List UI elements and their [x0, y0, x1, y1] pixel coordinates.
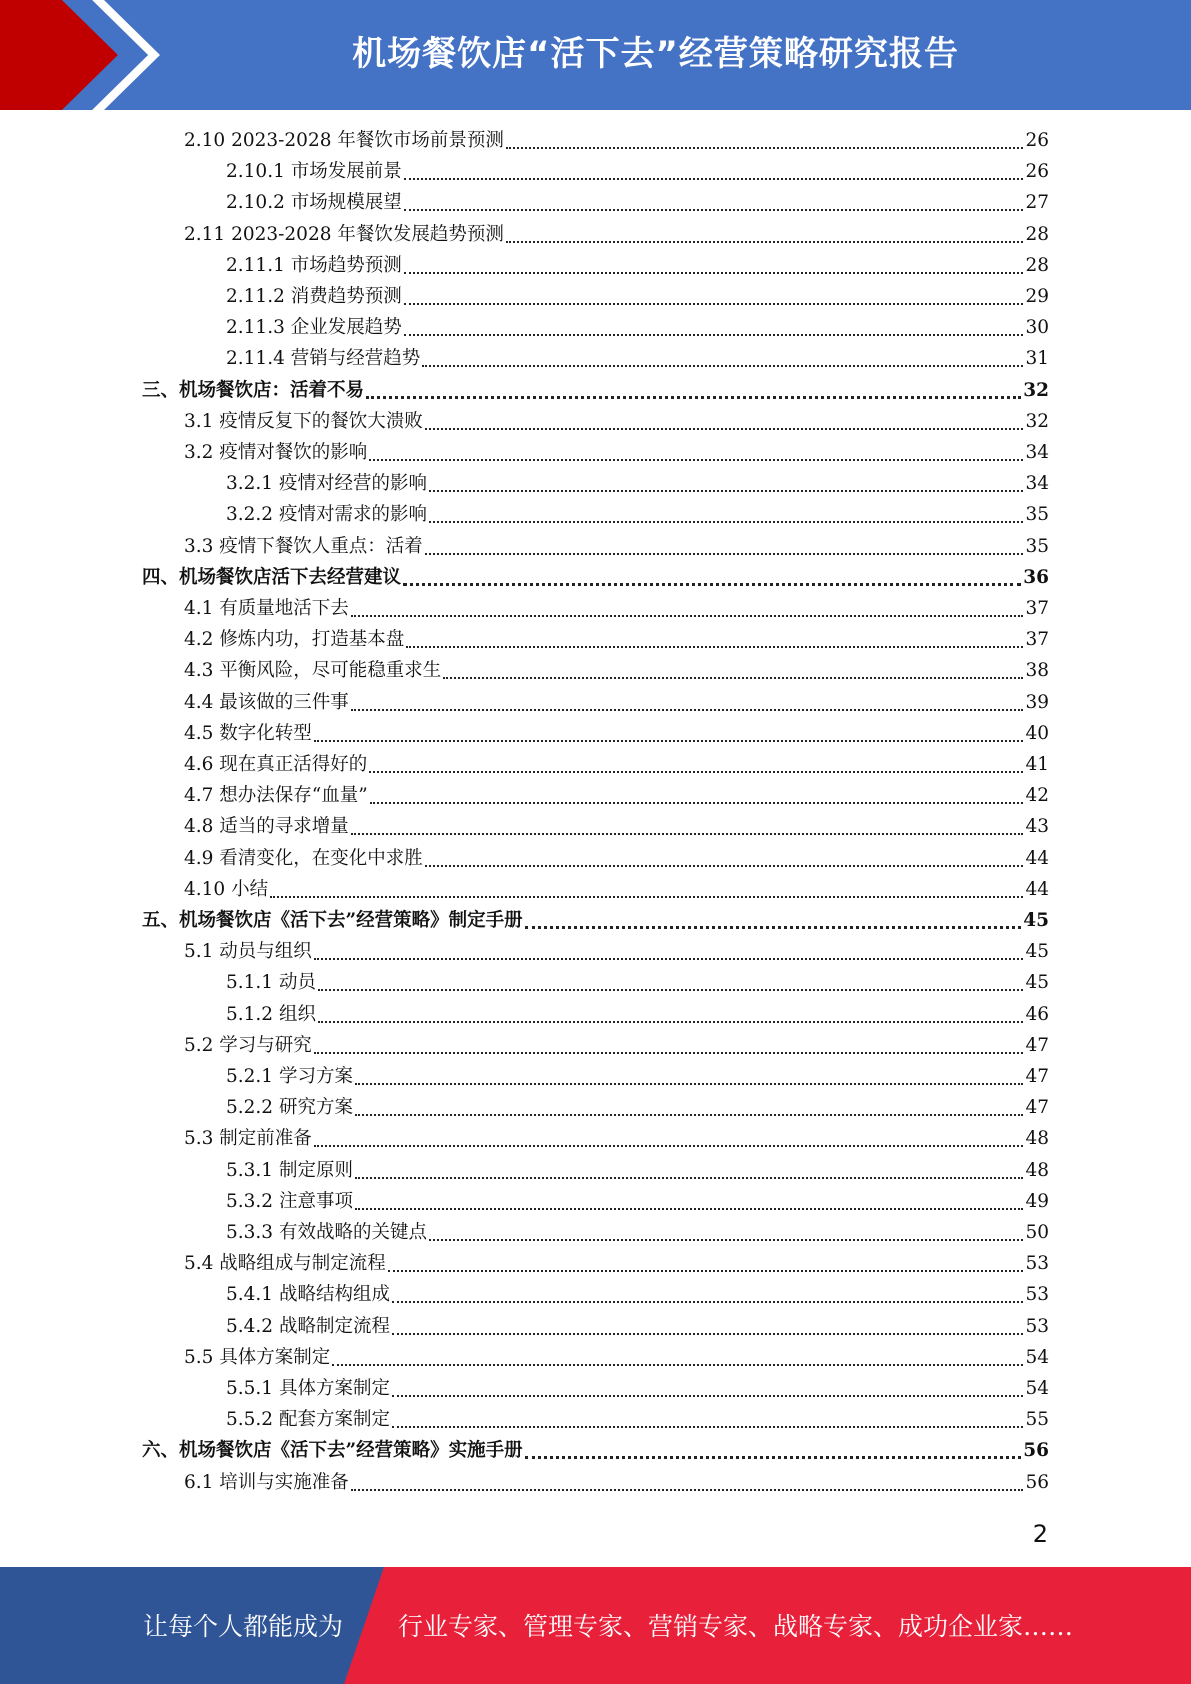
toc-dot-leader — [425, 408, 1024, 430]
toc-dot-leader — [443, 657, 1023, 679]
toc-entry-page: 47 — [1025, 1066, 1049, 1087]
toc-section-entry[interactable] — [184, 1470, 1049, 1496]
toc-section-entry[interactable] — [226, 159, 1049, 185]
toc-entry-title: 4.6 现在真正活得好的 — [184, 754, 368, 775]
toc-dot-leader — [314, 1125, 1024, 1147]
toc-entry-title: 3.2.2 疫情对需求的影响 — [226, 504, 427, 526]
toc-entry-title: 3.3 疫情下餐饮人重点：活着 — [184, 535, 423, 557]
toc-entry-page: 44 — [1025, 878, 1049, 900]
toc-entry-title: 5.5 具体方案制定 — [184, 1346, 331, 1368]
toc-section-entry[interactable] — [226, 1189, 1049, 1215]
toc-entry-title: 3.2.1 疫情对经营的影响 — [226, 473, 427, 495]
toc-entry-title: 5.1.2 组织 — [226, 1003, 316, 1025]
toc-section-entry[interactable] — [184, 783, 1049, 809]
footer-slogan-right: 行业专家、管理专家、营销专家、战略专家、成功企业家…… — [398, 1612, 1074, 1641]
toc-dot-leader — [422, 345, 1023, 367]
toc-dot-leader — [525, 1436, 1022, 1459]
page-footer — [0, 1567, 1191, 1684]
toc-entry-page: 50 — [1025, 1222, 1049, 1243]
toc-entry-title: 2.10 2023-2028 年餐饮市场前景预测 — [184, 130, 504, 151]
toc-entry-title: 5.2 学习与研究 — [184, 1034, 312, 1056]
toc-entry-page: 48 — [1025, 1159, 1049, 1181]
toc-entry-title: 5.4.2 战略制定流程 — [226, 1315, 390, 1337]
toc-entry-page: 37 — [1025, 629, 1049, 651]
toc-entry-page: 35 — [1025, 504, 1049, 526]
toc-entry-page: 45 — [1023, 910, 1049, 931]
toc-dot-leader — [369, 751, 1023, 773]
toc-section-entry[interactable] — [184, 627, 1049, 653]
toc-section-entry[interactable] — [184, 534, 1049, 560]
toc-entry-title: 4.5 数字化转型 — [184, 722, 312, 744]
toc-section-entry[interactable] — [226, 346, 1049, 372]
toc-entry-page: 32 — [1025, 410, 1049, 432]
toc-entry-page: 47 — [1025, 1097, 1049, 1119]
toc-entry-title: 6.1 培训与实施准备 — [184, 1471, 349, 1493]
toc-section-entry[interactable] — [184, 440, 1049, 466]
footer-slogan-left: 让每个人都能成为 — [143, 1612, 344, 1641]
toc-dot-leader — [388, 1250, 1024, 1272]
toc-entry-page: 28 — [1025, 223, 1049, 245]
toc-dot-leader — [506, 221, 1024, 243]
toc-entry-title: 3.2 疫情对餐饮的影响 — [184, 442, 368, 463]
toc-entry-page: 43 — [1025, 816, 1049, 838]
toc-section-entry[interactable] — [226, 1095, 1049, 1121]
toc-entry-title: 4.7 想办法保存“血量” — [184, 785, 368, 807]
toc-section-entry[interactable] — [184, 658, 1049, 684]
report-title: 机场餐饮店“活下去”经营策略研究报告 — [352, 34, 959, 74]
toc-entry-title: 4.8 适当的寻求增量 — [184, 816, 349, 838]
toc-dot-leader — [355, 1157, 1024, 1179]
toc-entry-title: 5.2.1 学习方案 — [226, 1066, 353, 1087]
toc-dot-leader — [506, 127, 1024, 149]
toc-entry-page: 34 — [1025, 442, 1049, 463]
toc-entry-page: 44 — [1025, 847, 1049, 869]
toc-dot-leader — [404, 158, 1024, 180]
toc-section-entry[interactable] — [226, 1407, 1049, 1433]
toc-entry-page: 34 — [1025, 473, 1049, 495]
toc-dot-leader — [404, 252, 1024, 274]
toc-entry-page: 40 — [1025, 722, 1049, 744]
toc-entry-page: 46 — [1025, 1003, 1049, 1025]
toc-entry-title: 4.2 修炼内功，打造基本盘 — [184, 629, 405, 651]
toc-entry-title: 2.11.2 消费趋势预测 — [226, 286, 402, 307]
toc-section-entry[interactable] — [226, 1158, 1049, 1184]
toc-entry-page: 26 — [1025, 130, 1049, 151]
toc-entry-page: 37 — [1025, 598, 1049, 619]
toc-section-entry[interactable] — [184, 1126, 1049, 1152]
toc-dot-leader — [270, 876, 1023, 898]
toc-dot-leader — [525, 906, 1022, 929]
toc-dot-leader — [425, 533, 1024, 555]
toc-section-entry[interactable] — [226, 502, 1049, 528]
toc-entry-page: 36 — [1023, 566, 1049, 588]
toc-dot-leader — [425, 845, 1024, 867]
toc-entry-title: 六、机场餐饮店《活下去”经营策略》实施手册 — [142, 1440, 523, 1462]
toc-entry-title: 五、机场餐饮店《活下去”经营策略》制定手册 — [142, 910, 523, 931]
toc-dot-leader — [351, 595, 1024, 617]
toc-section-entry[interactable] — [226, 253, 1049, 279]
toc-chapter-entry[interactable] — [142, 378, 1049, 404]
toc-entry-title: 2.11.1 市场趋势预测 — [226, 254, 402, 276]
toc-section-entry[interactable] — [184, 1033, 1049, 1059]
toc-section-entry[interactable] — [226, 1314, 1049, 1340]
toc-section-entry[interactable] — [226, 970, 1049, 996]
toc-section-entry[interactable] — [184, 814, 1049, 840]
toc-entry-page: 48 — [1025, 1128, 1049, 1150]
toc-section-entry[interactable] — [184, 939, 1049, 965]
toc-entry-page: 56 — [1025, 1471, 1049, 1493]
toc-entry-page: 38 — [1025, 660, 1049, 682]
toc-entry-page: 54 — [1025, 1346, 1049, 1368]
toc-entry-title: 3.1 疫情反复下的餐饮大溃败 — [184, 410, 423, 432]
toc-entry-page: 56 — [1023, 1440, 1049, 1462]
toc-entry-page: 26 — [1025, 161, 1049, 183]
toc-section-entry[interactable] — [184, 1345, 1049, 1371]
toc-entry-title: 2.11.3 企业发展趋势 — [226, 317, 402, 339]
toc-dot-leader — [355, 1188, 1024, 1210]
toc-dot-leader — [355, 1063, 1024, 1085]
toc-entry-title: 5.4.1 战略结构组成 — [226, 1284, 390, 1306]
toc-dot-leader — [406, 626, 1023, 648]
toc-dot-leader — [351, 1469, 1024, 1491]
toc-entry-title: 三、机场餐饮店：活着不易 — [142, 379, 365, 401]
toc-dot-leader — [355, 1094, 1024, 1116]
toc-dot-leader — [332, 1344, 1023, 1366]
toc-section-entry[interactable] — [226, 1064, 1049, 1090]
toc-entry-page: 53 — [1025, 1284, 1049, 1306]
toc-dot-leader — [369, 439, 1023, 461]
toc-dot-leader — [403, 563, 1021, 586]
toc-entry-page: 47 — [1025, 1034, 1049, 1056]
toc-section-entry[interactable] — [184, 409, 1049, 435]
toc-section-entry[interactable] — [226, 315, 1049, 341]
toc-dot-leader — [392, 1281, 1023, 1303]
toc-dot-leader — [318, 969, 1024, 991]
toc-entry-page: 32 — [1023, 379, 1049, 401]
toc-dot-leader — [429, 501, 1023, 523]
toc-entry-page: 27 — [1025, 192, 1049, 214]
toc-section-entry[interactable] — [184, 222, 1049, 248]
toc-entry-title: 4.4 最该做的三件事 — [184, 691, 349, 713]
toc-section-entry[interactable] — [184, 128, 1049, 154]
toc-section-entry[interactable] — [226, 284, 1049, 310]
toc-dot-leader — [429, 470, 1023, 492]
toc-section-entry[interactable] — [226, 471, 1049, 497]
toc-section-entry[interactable] — [226, 1376, 1049, 1402]
toc-entry-title: 5.1 动员与组织 — [184, 941, 312, 963]
toc-section-entry[interactable] — [184, 752, 1049, 778]
toc-entry-title: 5.5.2 配套方案制定 — [226, 1409, 390, 1431]
toc-entry-page: 41 — [1025, 754, 1049, 775]
toc-entry-title: 5.1.1 动员 — [226, 972, 316, 994]
toc-entry-page: 54 — [1025, 1378, 1049, 1399]
toc-entry-title: 5.3.3 有效战略的关键点 — [226, 1222, 427, 1243]
toc-entry-title: 4.3 平衡风险，尽可能稳重求生 — [184, 660, 442, 682]
toc-dot-leader — [429, 1219, 1023, 1241]
toc-section-entry[interactable] — [184, 721, 1049, 747]
toc-dot-leader — [314, 720, 1024, 742]
toc-dot-leader — [351, 689, 1024, 711]
toc-entry-title: 2.11 2023-2028 年餐饮发展趋势预测 — [184, 223, 504, 245]
toc-dot-leader — [314, 938, 1024, 960]
toc-entry-title: 四、机场餐饮店活下去经营建议 — [142, 566, 402, 588]
toc-entry-title: 4.10 小结 — [184, 878, 269, 900]
toc-entry-title: 2.10.2 市场规模展望 — [226, 192, 402, 214]
toc-entry-page: 30 — [1025, 317, 1049, 339]
toc-entry-title: 4.9 看清变化，在变化中求胜 — [184, 847, 423, 869]
toc-section-entry[interactable] — [226, 190, 1049, 216]
toc-dot-leader — [392, 1313, 1023, 1335]
toc-chapter-entry[interactable] — [142, 1438, 1049, 1464]
toc-dot-leader — [392, 1406, 1023, 1428]
toc-entry-page: 53 — [1025, 1253, 1049, 1275]
toc-entry-title: 5.2.2 研究方案 — [226, 1097, 353, 1119]
toc-dot-leader — [318, 1001, 1024, 1023]
toc-section-entry[interactable] — [184, 877, 1049, 903]
toc-entry-page: 29 — [1025, 286, 1049, 307]
toc-section-entry[interactable] — [226, 1002, 1049, 1028]
toc-chapter-entry[interactable] — [142, 908, 1049, 934]
toc-dot-leader — [351, 813, 1024, 835]
toc-entry-page: 45 — [1025, 972, 1049, 994]
toc-dot-leader — [404, 283, 1024, 305]
toc-dot-leader — [314, 1032, 1024, 1054]
toc-dot-leader — [366, 376, 1021, 399]
toc-entry-title: 5.5.1 具体方案制定 — [226, 1378, 390, 1399]
toc-entry-page: 28 — [1025, 254, 1049, 276]
toc-entry-page: 55 — [1025, 1409, 1049, 1431]
toc-dot-leader — [404, 189, 1024, 211]
toc-entry-title: 4.1 有质量地活下去 — [184, 598, 349, 619]
toc-entry-title: 2.11.4 营销与经营趋势 — [226, 348, 421, 370]
toc-entry-page: 49 — [1025, 1190, 1049, 1212]
toc-chapter-entry[interactable] — [142, 565, 1049, 591]
toc-dot-leader — [404, 314, 1024, 336]
toc-dot-leader — [392, 1375, 1023, 1397]
toc-entry-title: 5.3 制定前准备 — [184, 1128, 312, 1150]
toc-entry-page: 31 — [1025, 348, 1049, 370]
toc-section-entry[interactable] — [226, 1220, 1049, 1246]
toc-section-entry[interactable] — [184, 846, 1049, 872]
toc-entry-page: 53 — [1025, 1315, 1049, 1337]
page-header — [0, 0, 1191, 110]
toc-entry-title: 2.10.1 市场发展前景 — [226, 161, 402, 183]
toc-entry-page: 45 — [1025, 941, 1049, 963]
toc-section-entry[interactable] — [184, 690, 1049, 716]
toc-section-entry[interactable] — [226, 1282, 1049, 1308]
toc-entry-page: 42 — [1025, 785, 1049, 807]
toc-dot-leader — [370, 782, 1024, 804]
toc-entry-title: 5.3.1 制定原则 — [226, 1159, 353, 1181]
toc-section-entry[interactable] — [184, 1251, 1049, 1277]
toc-entry-title: 5.4 战略组成与制定流程 — [184, 1253, 386, 1275]
toc-entry-page: 39 — [1025, 691, 1049, 713]
toc-section-entry[interactable] — [184, 596, 1049, 622]
toc-entry-page: 35 — [1025, 535, 1049, 557]
page-number: 2 — [1032, 1520, 1048, 1548]
toc-entry-title: 5.3.2 注意事项 — [226, 1190, 353, 1212]
